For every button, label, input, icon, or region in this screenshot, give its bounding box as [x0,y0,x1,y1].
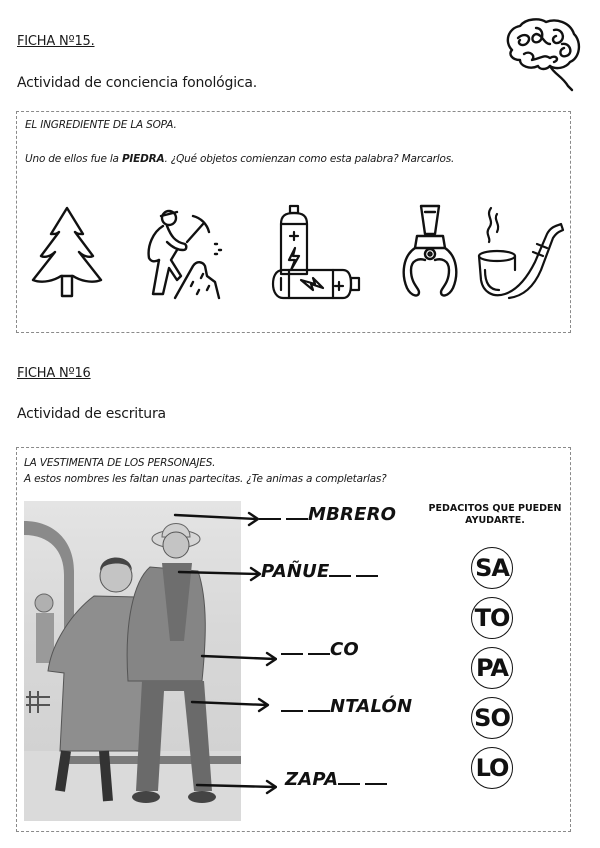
ficha-16-box-heading: LA VESTIMENTA DE LOS PERSONAJES. [24,457,216,469]
syllable-chip[interactable]: SA [471,547,513,589]
syllable-chip[interactable]: TO [471,597,513,639]
word-panuelo[interactable] [261,561,378,582]
word-pantalon[interactable] [281,696,412,717]
blank-slot[interactable] [259,506,281,520]
miner-pickaxe-icon[interactable] [141,206,231,302]
ficha-16-instruction: A estos nombres les faltan unas partecitas. ¿Te animas a completarlas? [24,473,387,485]
word-fragment: ZAPA [285,769,339,790]
ficha-15-subtitle: Actividad de conciencia fonológica. [17,75,258,91]
ficha-16-subtitle: Actividad de escritura [17,406,166,422]
blank-slot[interactable] [286,506,308,520]
smoking-pipe-icon[interactable] [475,204,567,300]
ficha-15-box-heading: EL INGREDIENTE DE LA SOPA. [25,119,177,131]
blank-slot[interactable] [365,771,387,785]
word-fragment: MBRERO [308,504,397,525]
blank-slot[interactable] [329,563,351,577]
syllable-chip[interactable]: LO [471,747,513,789]
ficha-15-title: FICHA Nº15. [17,34,95,49]
blank-slot[interactable] [356,563,378,577]
ficha-15-instruction [25,153,454,165]
word-fragment: NTALÓN [330,696,413,717]
syllable-chip[interactable]: SO [471,697,513,739]
syllable-chip[interactable]: PA [471,647,513,689]
pine-tree-icon[interactable] [29,204,105,300]
blank-slot[interactable] [308,698,330,712]
instruction-text: Uno de ellos fue la [25,153,122,165]
brain-icon [500,14,584,94]
pointer-arrows [17,448,277,833]
ficha-16-activity-box [16,447,571,832]
pliers-icon[interactable] [399,204,461,300]
blank-slot[interactable] [281,641,303,655]
ficha-16-title: FICHA Nº16 [17,366,91,381]
word-zapato[interactable] [285,769,387,790]
word-fragment: PAÑUE [261,561,330,582]
hint-title: PEDACITOS QUE PUEDEN AYUDARTE. [428,503,562,526]
instruction-text: . ¿Qué objetos comienzan como esta palabra? Marcarlos. [164,153,455,165]
batteries-icon[interactable] [271,204,363,300]
word-saco[interactable] [281,639,359,660]
blank-slot[interactable] [308,641,330,655]
blank-slot[interactable] [338,771,360,785]
word-sombrero[interactable] [259,504,396,525]
instruction-keyword: PIEDRA [121,153,165,165]
word-fragment: CO [330,639,359,660]
blank-slot[interactable] [281,698,303,712]
ficha-15-activity-box [16,111,571,333]
